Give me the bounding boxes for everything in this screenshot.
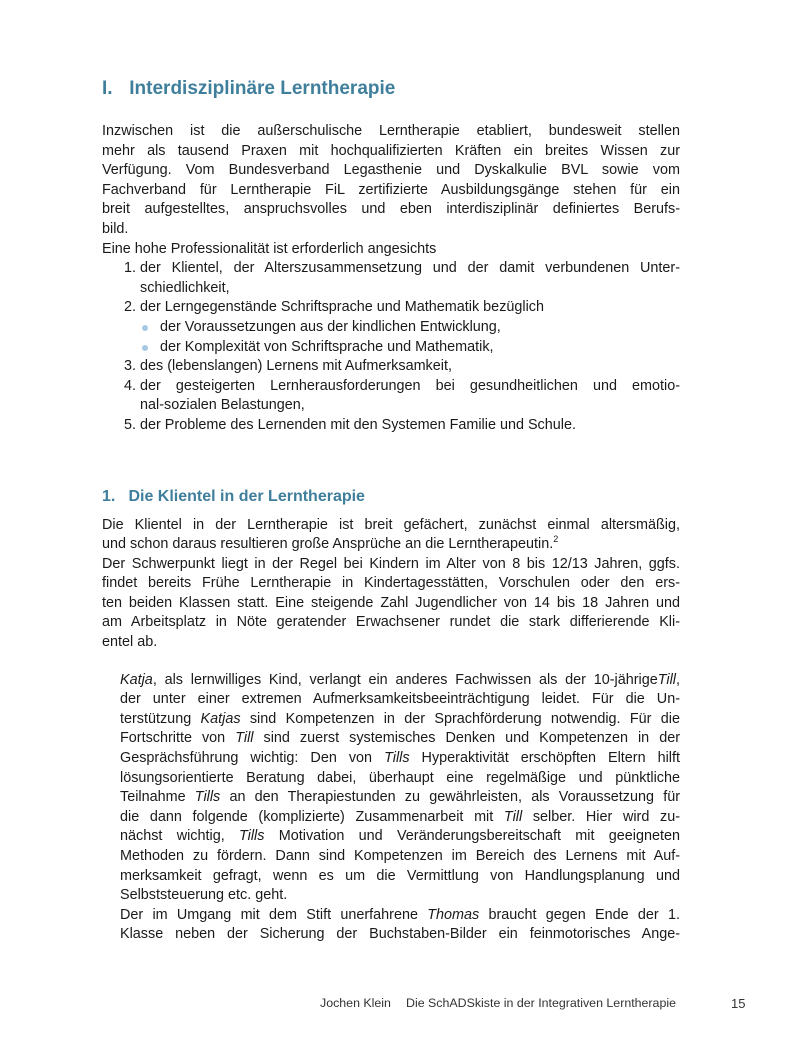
paragraph-line: am Arbeitsplatz in Nöte geratender Erwachsener rundet die stark differierende Kli- [102,614,680,631]
list-intro: Eine hohe Professionalität ist erforderlich angesichts [102,240,437,257]
paragraph-line: Die Klientel in der Lerntherapie ist breit gefächert, zunächst einmal altersmäßig, [102,516,680,533]
name-till: Till [235,730,254,747]
example-text: selber. Hier wird zu- [522,808,680,825]
example-text: nächst wichtig, [120,828,239,845]
name-tills: Tills [194,789,221,806]
section-number: 1. [102,487,116,505]
paragraph-line-text: und schon daraus resultieren große Ansprüche an die Lerntherapeutin. [102,536,554,553]
bullet-item [102,338,680,358]
example-text: terstützung [120,710,201,727]
list-item [102,298,680,318]
intro-line: Verfügung. Vom Bundesverband Legasthenie und Dyskalkulie BVL sowie vom [102,162,680,179]
example-line [120,788,680,808]
list-item-text: des (lebenslangen) Lernens mit Aufmerksamkeit, [140,358,452,375]
name-katja: Katja [120,671,153,688]
bullet-icon [140,338,160,358]
list-number: 5. [123,416,136,433]
paragraph-line: ten beiden Klassen statt. Eine steigende Zahl Jugendlicher von 14 bis 18 Jahren und [102,594,680,611]
list-item-text: der Klientel, der Alterszusammensetzung und der damit verbundenen Unter- [140,260,680,277]
footer-book-title: Die SchADSkiste in der Integrativen Lerntherapie [406,996,676,1010]
section-paragraph [102,516,680,653]
intro-line: breit aufgestelltes, anspruchsvolles und eben interdisziplinär definiertes Berufs- [102,201,680,218]
example-text: , als lernwilliges Kind, verlangt ein anderes Fachwissen als der 10-jährige [152,671,658,688]
example-line [120,906,680,926]
footnote-reference[interactable]: 2 [553,534,559,545]
chapter-heading [102,76,680,102]
list-number: 1. [123,260,136,277]
paragraph-line [102,535,680,555]
name-thomas: Thomas [427,906,480,923]
example-text: Hyperaktivität erschöpften Eltern hilft [409,750,680,767]
example-text: an den Therapiestunden zu gewährleisten, als Voraussetzung für [220,789,680,806]
case-example-block [102,671,680,945]
list-number: 3. [123,358,136,375]
paragraph-line: Der Schwerpunkt liegt in der Regel bei Kindern im Alter von 8 bis 12/13 Jahren, ggfs. [102,555,680,572]
example-line [120,827,680,847]
chapter-title: Interdisziplinäre Lerntherapie [129,78,396,99]
intro-line: Fachverband für Lerntherapie FiL zertifizierte Ausbildungsgänge stehen für ein [102,181,680,198]
example-text: Motivation und Veränderungsbereitschaft mit geeigneten [264,828,680,845]
name-till: Till [503,808,523,825]
example-text: Fortschritte von [120,730,236,747]
bullet-text: der Komplexität von Schriftsprache und Mathematik, [160,338,494,355]
example-line: Selbststeuerung etc. geht. [120,887,288,904]
paragraph-line: entel ab. [102,634,158,651]
example-text: Gesprächsführung wichtig: Den von [120,750,385,767]
intro-line: mehr als tausend Praxen mit hochqualifizierten Kräften ein breites Wissen zur [102,142,680,159]
section-heading [102,486,680,508]
name-katjas: Katjas [200,710,241,727]
intro-line: bild. [102,220,129,237]
page-number: 15 [731,996,746,1011]
example-line: merksamkeit gefragt, wenn es um die Vermittlung von Handlungsplanung und [120,867,680,884]
list-item-continuation: schiedlichkeit, [140,279,230,296]
example-text: sind Kompetenzen in der Sprachförderung notwendig. Für die [240,710,680,727]
example-text: Teilnahme [120,789,195,806]
list-number: 2. [123,299,136,316]
name-till: Till [657,671,676,688]
list-item [102,416,680,436]
paragraph-line: findet bereits Frühe Lerntherapie in Kindertagesstätten, Vorschulen oder den ers- [102,575,680,592]
example-text: die dann folgende (komplizierte) Zusammenarbeit mit [120,808,504,825]
bullet-icon [140,318,160,338]
page-footer [0,996,800,1016]
intro-line: Inzwischen ist die außerschulische Lerntherapie etabliert, bundesweit stellen [102,123,680,139]
bullet-text: der Voraussetzungen aus der kindlichen Entwicklung, [160,318,501,335]
example-text: Der im Umgang mit dem Stift unerfahrene [120,906,428,923]
section-title: Die Klientel in der Lerntherapie [128,487,365,505]
list-number: 4. [123,377,136,394]
footer-author: Jochen Klein [320,996,391,1010]
example-line: lösungsorientierte Beratung dabei, überhaupt eine regelmäßige und pünktliche [120,769,680,786]
example-line: Methoden zu fördern. Dann sind Kompetenzen im Bereich des Lernens mit Auf- [120,848,680,864]
list-item [102,259,680,279]
example-line [120,729,680,749]
example-line [120,808,680,828]
example-line: der unter einer extremen Aufmerksamkeitsbeeinträchtigung leidet. Für die Un- [120,691,680,708]
page-content [102,76,680,945]
name-tills: Tills [384,750,410,767]
list-item-text: der gesteigerten Lernherausforderungen bei gesundheitlichen und emotio- [140,377,680,394]
example-line [120,671,680,691]
list-item-text: der Lerngegenstände Schriftsprache und Mathematik bezüglich [140,299,544,316]
list-item-continuation: nal-sozialen Belastungen, [140,397,305,414]
example-text: , [676,671,680,688]
example-line [120,710,680,730]
bullet-item [102,318,680,338]
chapter-number: I. [102,78,113,99]
list-item [102,357,680,377]
name-tills: Tills [239,828,265,845]
numbered-list [102,259,680,435]
intro-paragraph [102,122,680,240]
list-item [102,377,680,397]
example-line [120,749,680,769]
example-text: braucht gegen Ende der 1. [479,906,680,923]
list-item-text: der Probleme des Lernenden mit den Systemen Familie und Schule. [140,416,576,433]
example-text: sind zuerst systemisches Denken und Kompetenzen in der [253,730,680,747]
example-line: Klasse neben der Sicherung der Buchstaben-Bilder ein feinmotorisches Ange- [120,926,680,943]
